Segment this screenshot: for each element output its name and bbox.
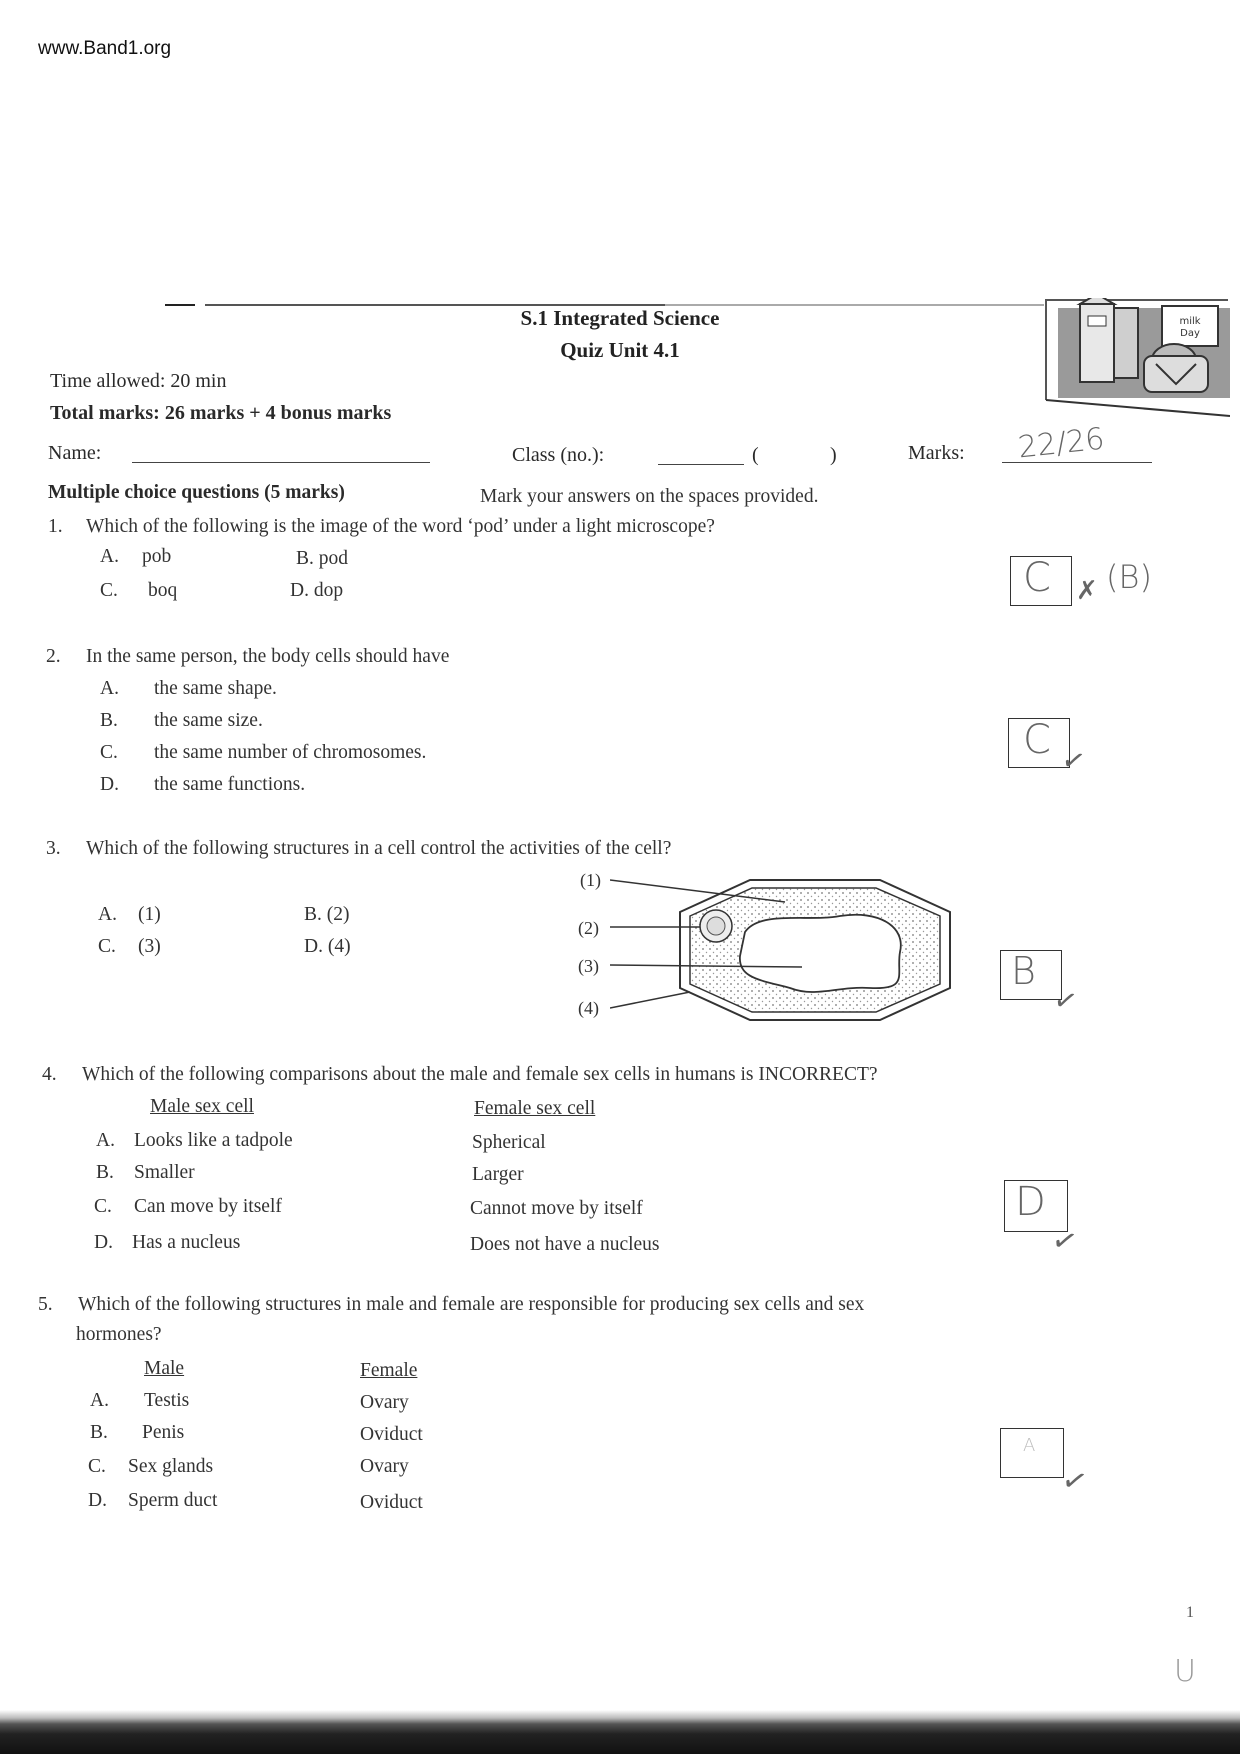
question-text: Which of the following is the image of the word ‘pod’ under a light microscope? xyxy=(86,516,715,537)
option-letter: A. xyxy=(96,1130,115,1151)
answer-handwritten: D xyxy=(1015,1179,1046,1225)
section-instruction: Mark your answers on the spaces provided. xyxy=(480,486,819,507)
option-d: D. dop xyxy=(290,580,344,601)
male-cell-text: Can move by itself xyxy=(134,1196,282,1217)
tick-mark: ✓ xyxy=(1058,1461,1092,1502)
male-cell-text: Has a nucleus xyxy=(132,1232,241,1253)
option-letter: A. xyxy=(90,1390,109,1411)
diagram-label-2: (2) xyxy=(578,918,599,938)
answer-handwritten: B xyxy=(1011,949,1036,993)
option-text: the same number of chromosomes. xyxy=(154,742,427,763)
column-header-female: Female xyxy=(360,1360,418,1381)
answer-box[interactable] xyxy=(1000,1428,1064,1478)
female-cell-text: Cannot move by itself xyxy=(470,1198,643,1219)
question-text: Which of the following comparisons about the male and female sex cells in humans is INCORRECT? xyxy=(82,1064,878,1085)
scan-edge-shadow xyxy=(0,1710,1240,1754)
question-number: 4. xyxy=(42,1064,57,1085)
name-label: Name: xyxy=(48,442,102,464)
column-header-female: Female sex cell xyxy=(474,1098,596,1119)
female-structure-text: Oviduct xyxy=(360,1424,423,1445)
site-url: www.Band1.org xyxy=(38,38,172,59)
male-cell-text: Smaller xyxy=(134,1162,195,1183)
question-text-continued: hormones? xyxy=(76,1324,162,1345)
question-text: In the same person, the body cells should have xyxy=(86,646,450,667)
female-structure-text: Ovary xyxy=(360,1392,409,1413)
option-letter: D. xyxy=(94,1232,113,1253)
diagram-label-3: (3) xyxy=(578,956,599,976)
option-text: pob xyxy=(142,546,172,567)
answer-box[interactable] xyxy=(1000,950,1062,1000)
svg-text:milk: milk xyxy=(1179,316,1201,327)
question-number: 1. xyxy=(48,516,63,537)
tick-mark: ✓ xyxy=(1058,741,1089,780)
male-structure-text: Sperm duct xyxy=(128,1490,218,1511)
option-text: the same functions. xyxy=(154,774,306,795)
total-marks: Total marks: 26 marks + 4 bonus marks xyxy=(50,402,392,424)
correction-note: (B) xyxy=(1106,558,1152,596)
class-field[interactable] xyxy=(658,464,744,465)
answer-handwritten: C xyxy=(1023,717,1051,763)
time-allowed: Time allowed: 20 min xyxy=(50,370,227,392)
column-header-male: Male xyxy=(144,1358,185,1379)
option-letter: D. xyxy=(88,1490,107,1511)
male-structure-text: Sex glands xyxy=(128,1456,214,1477)
question-text: Which of the following structures in a cell control the activities of the cell? xyxy=(86,838,672,859)
female-structure-text: Ovary xyxy=(360,1456,409,1477)
option-letter: B. xyxy=(100,710,118,731)
question-text: Which of the following structures in male and female are responsible for producing sex cells and sex xyxy=(78,1294,865,1315)
option-text: (1) xyxy=(138,904,161,925)
option-letter: D. xyxy=(100,774,119,795)
question-number: 3. xyxy=(46,838,61,859)
option-letter: C. xyxy=(94,1196,112,1217)
corner-handwriting: U xyxy=(1174,1654,1196,1689)
option-b: B. (2) xyxy=(304,904,350,925)
diagram-label-4: (4) xyxy=(578,998,599,1018)
diagram-label-1: (1) xyxy=(580,870,601,890)
svg-text:Day: Day xyxy=(1180,328,1200,339)
option-letter: A. xyxy=(100,678,119,699)
option-letter: A. xyxy=(100,546,119,567)
quiz-subtitle: Quiz Unit 4.1 xyxy=(560,338,680,362)
option-text: the same size. xyxy=(154,710,263,731)
tick-mark: ✓ xyxy=(1050,981,1081,1020)
female-cell-text: Larger xyxy=(472,1164,524,1185)
question-number: 2. xyxy=(46,646,61,667)
option-letter: A. xyxy=(98,904,117,925)
answer-box[interactable] xyxy=(1010,556,1072,606)
quiz-title: S.1 Integrated Science xyxy=(520,306,720,330)
female-cell-text: Does not have a nucleus xyxy=(470,1234,660,1255)
plant-cell-diagram xyxy=(610,870,960,1030)
option-letter: C. xyxy=(88,1456,106,1477)
option-text: boq xyxy=(148,580,178,601)
answer-handwritten: C xyxy=(1023,555,1051,601)
name-field[interactable] xyxy=(132,462,430,463)
option-letter: B. xyxy=(90,1422,108,1443)
female-structure-text: Oviduct xyxy=(360,1492,423,1513)
female-cell-text: Spherical xyxy=(472,1132,546,1153)
marks-label: Marks: xyxy=(908,442,965,464)
class-no-close: ) xyxy=(830,444,837,466)
wrong-mark: ✗ xyxy=(1076,576,1098,606)
tick-mark: ✓ xyxy=(1048,1221,1082,1262)
option-letter: C. xyxy=(100,742,118,763)
class-label: Class (no.): xyxy=(512,444,605,466)
page-number: 1 xyxy=(1186,1604,1194,1621)
column-header-male: Male sex cell xyxy=(150,1096,254,1117)
option-letter: C. xyxy=(100,580,118,601)
class-no-open: ( xyxy=(752,444,759,466)
male-cell-text: Looks like a tadpole xyxy=(134,1130,293,1151)
option-letter: B. xyxy=(96,1162,114,1183)
marks-score: 22/26 xyxy=(1016,421,1107,466)
answer-handwritten: A xyxy=(1023,1435,1036,1456)
male-structure-text: Penis xyxy=(142,1422,185,1443)
section-heading: Multiple choice questions (5 marks) xyxy=(48,482,345,503)
option-text: the same shape. xyxy=(154,678,277,699)
option-b: B. pod xyxy=(296,548,349,569)
male-structure-text: Testis xyxy=(144,1390,190,1411)
option-letter: C. xyxy=(98,936,116,957)
option-text: (3) xyxy=(138,936,161,957)
question-number: 5. xyxy=(38,1294,53,1315)
option-d: D. (4) xyxy=(304,936,351,957)
